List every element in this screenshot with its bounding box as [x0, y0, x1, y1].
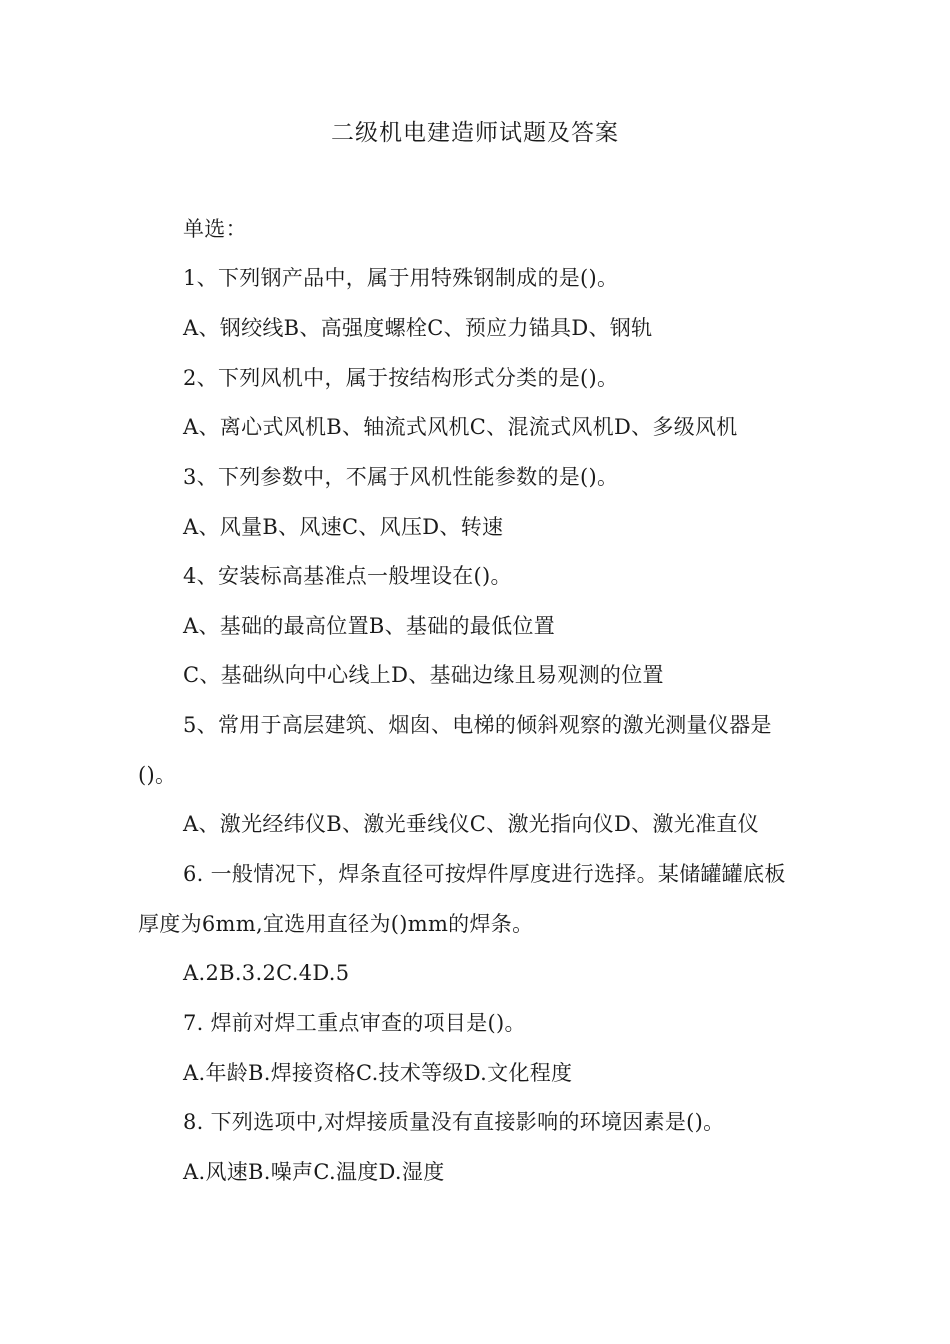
question-6-options: A.2B.3.2C.4D.5	[183, 961, 350, 985]
document-title: 二级机电建造师试题及答案	[331, 120, 619, 146]
question-8-options: A.风速B.噪声C.温度D.湿度	[183, 1160, 445, 1184]
question-6-line-1: 6. 一般情况下，焊条直径可按焊件厚度进行选择。某储罐罐底板	[183, 862, 786, 886]
question-8: 8. 下列选项中,对焊接质量没有直接影响的环境因素是()。	[183, 1110, 725, 1134]
question-5-line-2: ()。	[138, 763, 177, 787]
question-7: 7. 焊前对焊工重点审查的项目是()。	[183, 1011, 526, 1035]
question-6-line-2: 厚度为6mm,宜选用直径为()mm的焊条。	[138, 912, 534, 936]
question-5-line-1: 5、常用于高层建筑、烟囱、电梯的倾斜观察的激光测量仪器是	[183, 713, 772, 737]
question-4-options-line-2: C、基础纵向中心线上D、基础边缘且易观测的位置	[183, 663, 664, 687]
question-5-options: A、激光经纬仪B、激光垂线仪C、激光指向仪D、激光准直仪	[183, 812, 759, 836]
question-2: 2、下列风机中，属于按结构形式分类的是()。	[183, 366, 619, 390]
question-7-options: A.年龄B.焊接资格C.技术等级D.文化程度	[183, 1061, 573, 1085]
question-4-options-line-1: A、基础的最高位置B、基础的最低位置	[183, 614, 555, 638]
question-3-options: A、风量B、风速C、风压D、转速	[183, 515, 504, 539]
question-1-options: A、钢绞线B、高强度螺栓C、预应力锚具D、钢轨	[183, 316, 653, 340]
question-3: 3、下列参数中，不属于风机性能参数的是()。	[183, 465, 619, 489]
question-1: 1、下列钢产品中，属于用特殊钢制成的是()。	[183, 266, 619, 290]
section-label: 单选：	[183, 217, 247, 241]
question-2-options: A、离心式风机B、轴流式风机C、混流式风机D、多级风机	[183, 415, 738, 439]
question-4: 4、安装标高基准点一般埋设在()。	[183, 564, 512, 588]
